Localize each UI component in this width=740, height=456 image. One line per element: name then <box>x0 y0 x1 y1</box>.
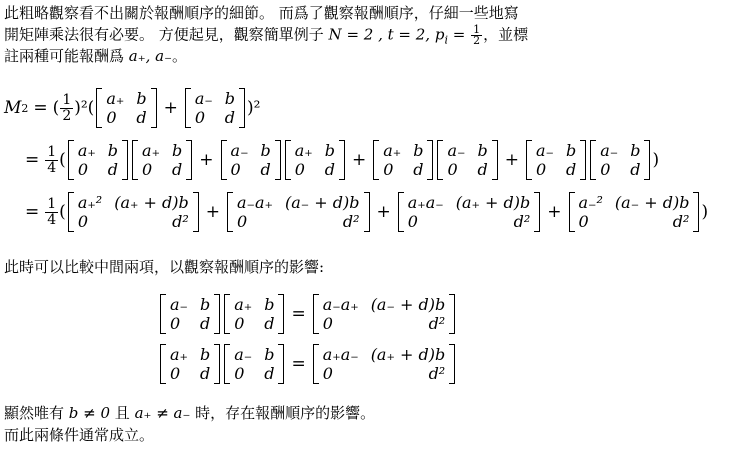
matrix-cell: b <box>199 345 211 364</box>
matrix-cell: d <box>565 160 577 179</box>
matrix-right-bracket <box>186 140 192 180</box>
matrix-cell: b <box>224 89 236 108</box>
matrix-cell: d <box>413 160 424 179</box>
equals-sign: = <box>25 150 40 170</box>
matrix-cell: d <box>224 108 236 127</box>
matrix-cell: 0 <box>447 160 458 179</box>
matrix-cell: d <box>264 314 275 333</box>
matrix <box>398 192 541 232</box>
condition-2: a₊ ≠ a₋ <box>134 404 191 422</box>
matrix-right-bracket <box>239 88 245 128</box>
square-close: )² <box>247 98 261 118</box>
matrix-cell: 0 <box>294 160 305 179</box>
matrix-right-bracket <box>693 192 699 232</box>
comparison-row-1 <box>158 294 457 334</box>
matrix <box>227 192 370 232</box>
line-2-prefix: 開矩陣乘法很有必要。 方便起見，觀察簡單例子 <box>4 25 329 44</box>
matrix-right-bracket <box>492 140 498 180</box>
paren-open: ( <box>59 150 66 170</box>
matrix-cell: d <box>172 160 183 179</box>
matrix-cell: b <box>413 141 424 160</box>
matrix-cell: 0 <box>234 364 245 383</box>
matrix-cell: a₊² <box>77 193 103 212</box>
plus-sign: + <box>547 202 562 222</box>
matrix-cell: a₋ <box>234 345 253 364</box>
matrix-cell: b <box>172 141 183 160</box>
plus-sign: + <box>205 202 220 222</box>
matrix-cell: d² <box>342 212 360 231</box>
matrix-cell: 0 <box>77 160 88 179</box>
paragraph-2: 此時可以比較中間兩項，以觀察報酬順序的影響: <box>4 258 325 276</box>
matrix-right-bracket <box>449 294 455 334</box>
paragraph-1-line-1: 此粗略觀察看不出關於報酬順序的細節。 而爲了觀察報酬順序，仔細一些地寫 <box>4 4 519 22</box>
matrix-cell: a₋ <box>535 141 554 160</box>
matrix-cell: 0 <box>106 108 117 127</box>
matrix <box>285 140 345 180</box>
matrix-cell: (a₋ + d)b <box>614 193 690 212</box>
matrix-cell: b <box>477 141 488 160</box>
matrix <box>224 294 284 334</box>
equation-row-3 <box>20 192 708 232</box>
matrix-cell: a₊a₋ <box>407 193 444 212</box>
paren-close: ) <box>701 202 709 222</box>
matrix-cell: (a₊ + d)b <box>370 345 446 364</box>
matrix-cell: d² <box>672 212 690 231</box>
equation-row-2 <box>20 140 659 180</box>
matrix-cell: 0 <box>77 212 88 231</box>
paragraph-3-line-1 <box>4 404 375 423</box>
matrix <box>526 140 586 180</box>
equation-row-1 <box>4 88 261 128</box>
equals-sign: = <box>291 304 306 324</box>
matrix-right-bracket <box>275 140 281 180</box>
plus-sign: + <box>352 150 367 170</box>
matrix-cell: d <box>264 364 275 383</box>
matrix-right-bracket <box>644 140 650 180</box>
plus-sign: + <box>376 202 391 222</box>
matrix-cell: a₊a₋ <box>322 345 359 364</box>
matrix-cell: a₋ <box>170 295 188 314</box>
matrix-cell: b <box>324 141 335 160</box>
matrix-right-bracket <box>364 192 370 232</box>
matrix-cell: d <box>199 364 211 383</box>
line-3-math: a₊, a₋ <box>128 47 173 65</box>
matrix-cell: d <box>199 314 211 333</box>
matrix-cell: 0 <box>600 160 611 179</box>
matrix-cell: 0 <box>230 160 241 179</box>
matrix-cell: (a₋ + d)b <box>284 193 360 212</box>
para-3-suffix: 時，存在報酬順序的影響。 <box>190 404 376 422</box>
matrix-cell: a₋ <box>447 141 466 160</box>
equals-sign: = <box>291 354 306 374</box>
matrix-cell: 0 <box>170 314 181 333</box>
matrix-cell: d² <box>428 364 446 383</box>
matrix-cell: 0 <box>407 212 418 231</box>
paragraph-3-line-2: 而此兩條件通常成立。 <box>4 426 155 444</box>
matrix <box>569 192 700 232</box>
half-fraction: $\frac{1}{2}$ <box>473 23 481 47</box>
matrix-cell: 0 <box>322 364 333 383</box>
matrix-right-bracket <box>339 140 345 180</box>
quarter-fraction: $\frac{1}{4}$ <box>47 143 57 176</box>
matrix-cell: d <box>136 108 147 127</box>
matrix-cell: b <box>107 141 119 160</box>
line-2-math: N = 2 , t = 2, p <box>328 25 445 44</box>
matrix-cell: d <box>324 160 335 179</box>
square-open: )²( <box>74 98 95 118</box>
matrix-cell: (a₊ + d)b <box>114 193 189 212</box>
matrix-right-bracket <box>580 140 586 180</box>
matrix <box>160 294 220 334</box>
matrix-cell: 0 <box>237 212 248 231</box>
comparison-row-2 <box>158 344 457 384</box>
matrix-cell: a₊ <box>294 141 313 160</box>
lhs-exponent: 2 <box>21 101 29 115</box>
matrix-cell: a₋a₊ <box>237 193 273 212</box>
matrix <box>185 88 245 128</box>
matrix-right-bracket <box>151 88 157 128</box>
matrix-right-bracket <box>193 192 199 232</box>
matrix-cell: a₊ <box>170 345 188 364</box>
matrix-cell: b <box>565 141 577 160</box>
matrix-cell: a₊ <box>142 141 161 160</box>
matrix <box>590 140 650 180</box>
matrix <box>224 344 284 384</box>
equals-sign: = <box>25 202 40 222</box>
half-fraction-eq: $\frac{1}{2}$ <box>62 91 72 124</box>
paragraph-1-line-2 <box>4 25 528 50</box>
matrix-cell: a₋ <box>600 141 619 160</box>
matrix-cell: b <box>264 345 275 364</box>
matrix-cell: a₋ <box>230 141 249 160</box>
plus-sign: + <box>199 150 214 170</box>
matrix-cell: b <box>199 295 211 314</box>
line-3-prefix: 註兩種可能報酬爲 <box>4 47 129 65</box>
matrix-right-bracket <box>278 294 284 334</box>
matrix-right-bracket <box>427 140 433 180</box>
matrix <box>132 140 192 180</box>
matrix <box>96 88 156 128</box>
plus-sign: + <box>163 98 178 118</box>
matrix-cell: a₊ <box>106 89 125 108</box>
quarter-fraction: $\frac{1}{4}$ <box>47 195 57 228</box>
matrix <box>313 294 456 334</box>
matrix <box>437 140 497 180</box>
line-2-suffix: ，並標 <box>483 25 529 44</box>
matrix-cell: d <box>260 160 271 179</box>
matrix-cell: (a₋ + d)b <box>370 295 446 314</box>
matrix-cell: 0 <box>578 212 589 231</box>
matrix-cell: d² <box>428 314 446 333</box>
matrix-cell: a₊ <box>234 295 253 314</box>
matrix-cell: d <box>630 160 641 179</box>
matrix-right-bracket <box>214 294 220 334</box>
paren-close: ) <box>652 150 660 170</box>
matrix-cell: b <box>630 141 641 160</box>
matrix-cell: b <box>260 141 271 160</box>
matrix-cell: d <box>477 160 488 179</box>
matrix-cell: 0 <box>383 160 394 179</box>
paren-open: ( <box>52 98 60 118</box>
matrix-cell: (a₊ + d)b <box>455 193 531 212</box>
para-3-mid: 且 <box>110 404 135 422</box>
matrix-cell: 0 <box>142 160 153 179</box>
line-2-eq: = <box>447 25 471 44</box>
line-2-sub: i <box>444 33 448 47</box>
matrix <box>221 140 281 180</box>
matrix <box>160 344 220 384</box>
matrix-cell: 0 <box>322 314 333 333</box>
para-3-prefix: 顯然唯有 <box>4 404 69 422</box>
matrix-cell: a₊ <box>77 141 96 160</box>
matrix-cell: 0 <box>234 314 245 333</box>
matrix-right-bracket <box>534 192 540 232</box>
matrix-cell: a₋a₊ <box>322 295 359 314</box>
matrix-right-bracket <box>214 344 220 384</box>
matrix-right-bracket <box>122 140 128 180</box>
paren-open: ( <box>59 202 66 222</box>
matrix-cell: a₊ <box>383 141 402 160</box>
matrix-cell: a₋ <box>194 89 213 108</box>
matrix-cell: a₋² <box>578 193 603 212</box>
matrix-cell: 0 <box>194 108 205 127</box>
matrix-cell: d² <box>513 212 531 231</box>
matrix-cell: 0 <box>170 364 181 383</box>
matrix-cell: d² <box>172 212 189 231</box>
matrix-right-bracket <box>449 344 455 384</box>
matrix-cell: b <box>264 295 275 314</box>
condition-1: b ≠ 0 <box>68 404 111 422</box>
line-3-suffix: 。 <box>172 47 188 65</box>
matrix-cell: d <box>107 160 119 179</box>
plus-sign: + <box>504 150 519 170</box>
paragraph-1-line-3 <box>4 47 187 66</box>
equals-sign: = <box>33 98 48 118</box>
matrix-cell: b <box>136 89 147 108</box>
matrix <box>313 344 456 384</box>
matrix-right-bracket <box>278 344 284 384</box>
matrix-cell: 0 <box>535 160 547 179</box>
lhs-symbol: M <box>4 98 22 118</box>
matrix <box>373 140 433 180</box>
matrix <box>68 140 128 180</box>
matrix <box>68 192 199 232</box>
